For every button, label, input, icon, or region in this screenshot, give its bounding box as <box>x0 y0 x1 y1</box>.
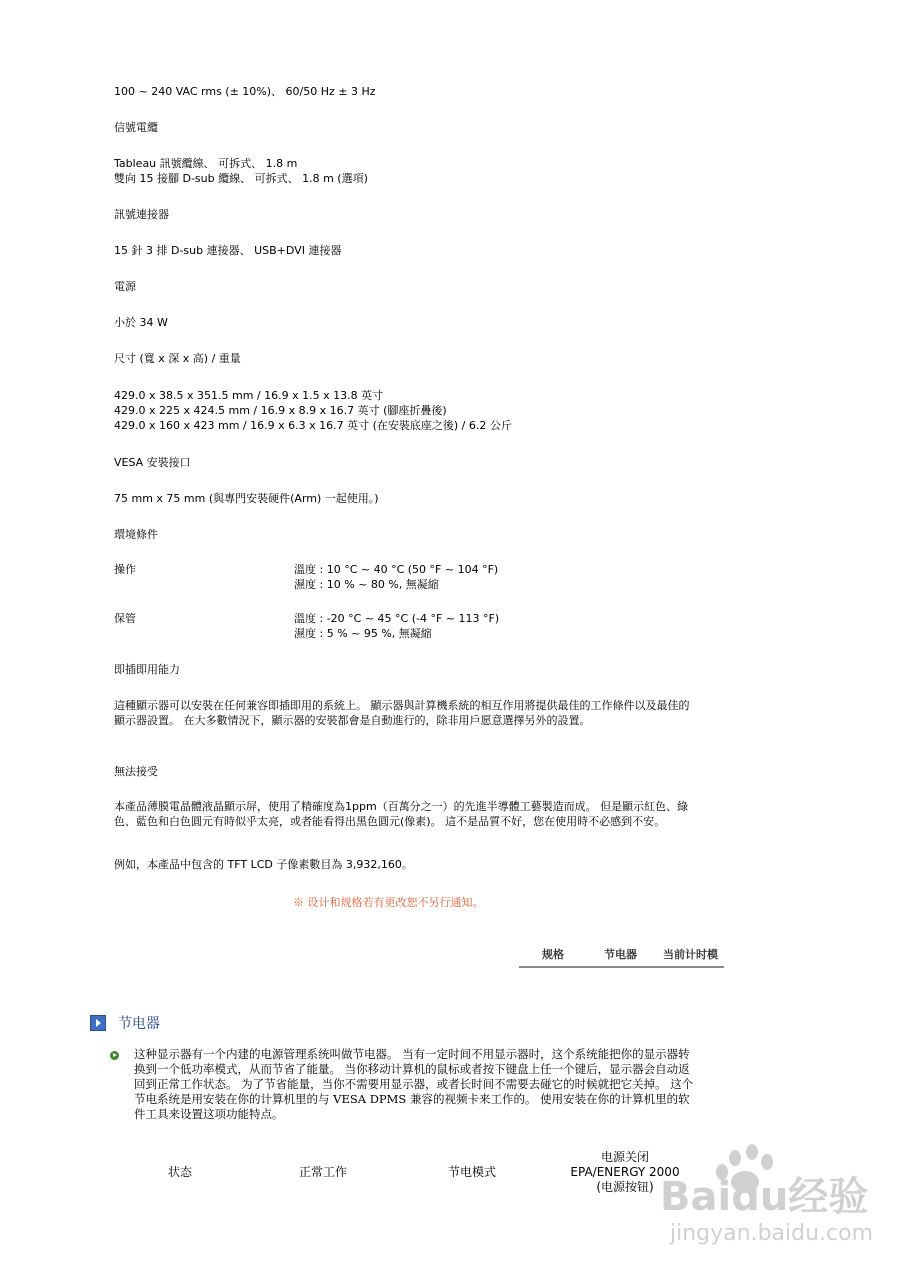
watermark-url: jingyan.baidu.com <box>670 1221 874 1246</box>
plug-and-play-text: 這種顯示器可以安裝在任何兼容即插即用的系統上。 顯示器與計算機系統的相互作用將提供最佳的工作條件以及最佳的顯示器設置。 在大多數情況下，顯示器的安裝都會是自動進行的，除非用戶愿意選擇另外的設置。 <box>114 699 690 727</box>
vesa-heading: VESA 安裝接口 <box>114 456 191 469</box>
section-arrow-icon <box>90 1015 106 1031</box>
storage-temperature: 溫度 : -20 °C ~ 45 °C (-4 °F ~ 113 °F) <box>294 612 500 625</box>
change-notice: ※ 设计和规格若有更改恕不另行通知。 <box>293 896 484 909</box>
signal-cable-line1: Tableau 訊號纜線、 可拆式、 1.8 m <box>114 157 298 170</box>
watermark-brand: Baidu经验 <box>660 1174 869 1220</box>
table-header-normal: 正常工作 <box>298 1165 347 1179</box>
storage-label: 保管 <box>114 612 136 625</box>
dimensions-line2: 429.0 x 225 x 424.5 mm / 16.9 x 8.9 x 16.7 英寸 (腳座折疊後) <box>114 404 447 417</box>
powersaver-description: 这种显示器有一个内建的电源管理系统叫做节电器。 当有一定时间不用显示器时，这个系统能把你的显示器转换到一个低功率模式，从而节省了能量。 当你移动计算机的鼠标或者按下键盘上任一个键后，显示器会自动返回到正常工作状态。 为了节省能量，当你不需要用显示器，或者长时间不需要去碰它的时候就把它关掉。 这个节电系统是用安装在你的计算机里的与 VESA DPMS 兼容的视频卡来工作的。 使用安装在你的计算机里的软件工具来设置这项功能特点。 <box>134 1047 694 1121</box>
signal-cable-heading: 信號電纜 <box>114 121 158 134</box>
example-text: 例如，本產品中包含的 TFT LCD 子像素數目為 3,932,160。 <box>114 858 413 871</box>
nav-underline <box>519 966 724 968</box>
storage-humidity: 濕度 : 5 % ~ 95 %, 無凝縮 <box>294 627 432 640</box>
table-header-off-line2: EPA/ENERGY 2000 <box>570 1165 680 1179</box>
power-consumption: 小於 34 W <box>114 316 168 329</box>
dimensions-line1: 429.0 x 38.5 x 351.5 mm / 16.9 x 1.5 x 13.8 英寸 <box>114 389 384 402</box>
table-header-off-line1: 电源关闭 <box>600 1150 649 1164</box>
dimensions-heading: 尺寸 (寬 x 深 x 高) / 重量 <box>114 352 241 365</box>
operating-temperature: 溫度 : 10 °C ~ 40 °C (50 °F ~ 104 °F) <box>294 563 499 576</box>
power-spec-value: 100 ~ 240 VAC rms (± 10%)、 60/50 Hz ± 3 Hz <box>114 85 376 98</box>
environment-heading: 環境條件 <box>114 528 158 541</box>
baidu-watermark-logo <box>640 1140 890 1250</box>
table-header-saving: 节电模式 <box>447 1165 496 1179</box>
signal-connector-heading: 訊號連接器 <box>114 208 169 221</box>
plug-and-play-heading: 即插即用能力 <box>114 663 180 676</box>
bullet-arrow-icon <box>110 1051 119 1060</box>
unacceptable-heading: 無法接受 <box>114 765 158 778</box>
vesa-value: 75 mm x 75 mm (與專門安裝硬件(Arm) 一起使用。) <box>114 492 379 505</box>
table-header-state: 状态 <box>167 1165 192 1179</box>
signal-cable-line2: 雙向 15 接腳 D-sub 纜線、 可拆式、 1.8 m (選項) <box>114 172 368 185</box>
table-header-off-line3: (电源按钮) <box>596 1180 654 1194</box>
nav-tab-powersaver[interactable]: 节电器 <box>604 948 637 961</box>
dimensions-line3: 429.0 x 160 x 423 mm / 16.9 x 6.3 x 16.7 英寸 (在安裝底座之後) / 6.2 公斤 <box>114 419 512 432</box>
operating-humidity: 濕度 : 10 % ~ 80 %, 無凝縮 <box>294 578 439 591</box>
unacceptable-text: 本產品薄膜電晶體液晶顯示屏，使用了精確度為1ppm（百萬分之一）的先進半導體工藝製造而成。 但是顯示紅色、綠色、藍色和白色圓元有時似乎太亮，或者能看得出黑色圓元(像素)。 這不是品質不好，您在使用時不必感到不安。 <box>114 800 689 828</box>
operating-label: 操作 <box>114 563 136 576</box>
signal-connector-value: 15 針 3 排 D-sub 連接器、 USB+DVI 連接器 <box>114 244 342 257</box>
powersaver-title: 节电器 <box>118 1016 160 1032</box>
nav-tab-timing-modes[interactable]: 当前计时模 <box>663 948 718 961</box>
nav-tab-specs[interactable]: 规格 <box>542 948 564 961</box>
power-heading: 電源 <box>114 280 136 293</box>
